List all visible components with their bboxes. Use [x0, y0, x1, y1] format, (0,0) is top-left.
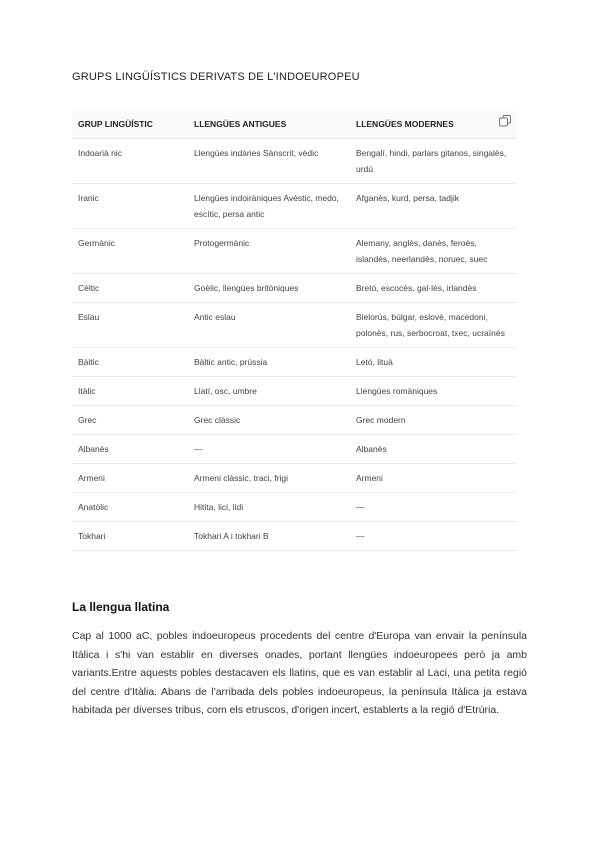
table-row — [72, 435, 516, 464]
cell-group: Itàlic — [72, 377, 188, 406]
cell-group: Indoarià nic — [72, 139, 188, 184]
table-row — [72, 184, 516, 229]
cell-modern: Albanès — [350, 435, 516, 464]
section-heading: La llengua llatina — [72, 600, 170, 614]
cell-modern: Bretó, escocès, gal·lès, irlandès — [350, 274, 516, 303]
table-row — [72, 493, 516, 522]
language-groups-table-container — [72, 110, 516, 551]
cell-ancient: Tokhari A i tokhari B — [188, 522, 350, 551]
cell-modern: Bielorús, búlgar, eslovè, macedoni, polonès, rus, serbocroat, txec, ucraïnès — [350, 303, 516, 348]
cell-ancient: Protogermànic — [188, 229, 350, 274]
cell-group: Grec — [72, 406, 188, 435]
cell-modern: Letó, lituà — [350, 348, 516, 377]
cell-modern: — — [350, 493, 516, 522]
cell-ancient: Llengües indàries Sànscrit, vèdic — [188, 139, 350, 184]
table-row — [72, 348, 516, 377]
header-group: GRUP LINGÜÍSTIC — [72, 110, 188, 139]
cell-ancient: Hitita, lici, lidi — [188, 493, 350, 522]
cell-ancient: Llatí, osc, umbre — [188, 377, 350, 406]
cell-modern: Bengalí, hindi, parlars gitanos, singalès, urdú — [350, 139, 516, 184]
cell-modern: — — [350, 522, 516, 551]
table-row — [72, 377, 516, 406]
cell-group: Iranic — [72, 184, 188, 229]
cell-group: Armeni — [72, 464, 188, 493]
cell-modern: Armeni — [350, 464, 516, 493]
cell-group: Bàltic — [72, 348, 188, 377]
cell-modern: Llengües romàniques — [350, 377, 516, 406]
cell-ancient: Llengües indoiràniques Avèstic, medo, escític, persa antic — [188, 184, 350, 229]
cell-modern: Alemany, anglès, danès, feroès, islandès, neerlandès, noruec, suec — [350, 229, 516, 274]
cell-ancient: Armeni clàssic, traci, frigi — [188, 464, 350, 493]
cell-ancient: Antic eslau — [188, 303, 350, 348]
language-groups-table — [72, 110, 516, 551]
table-row — [72, 229, 516, 274]
page-title: GRUPS LINGÜÍSTICS DERIVATS DE L'INDOEUROPEU — [72, 71, 360, 83]
cell-group: Albanès — [72, 435, 188, 464]
table-row — [72, 139, 516, 184]
table-row — [72, 406, 516, 435]
cell-group: Germànic — [72, 229, 188, 274]
cell-ancient: — — [188, 435, 350, 464]
cell-group: Tokhari — [72, 522, 188, 551]
body-paragraph: Cap al 1000 aC, pobles indoeuropeus procedents del centre d'Europa van envair la península Itàlica i s'hi van establir en diverses onades, portant llengües indoeuropees però ja amb variants.Entre aquests pobles destacaven els llatins, que es van establir al Laci, una petita regió del centre d'Itàlia. Abans de l'arribada dels pobles indoeuropeus, la península Itàlica ja estava habitada per diverses tribus, com els etruscos, d'origen incert, establerts a la regió d'Etrúria. — [72, 630, 527, 716]
cell-modern: Afganès, kurd, persa, tadjik — [350, 184, 516, 229]
cell-ancient: Grec clàssic — [188, 406, 350, 435]
table-row — [72, 274, 516, 303]
table-row — [72, 522, 516, 551]
cell-group: Eslau — [72, 303, 188, 348]
table-header-row — [72, 110, 516, 139]
header-ancient: LLENGÜES ANTIGUES — [188, 110, 350, 139]
header-modern: LLENGÜES MODERNES — [350, 110, 516, 139]
table-row — [72, 464, 516, 493]
cell-group: Anatòlic — [72, 493, 188, 522]
cell-modern: Grec modern — [350, 406, 516, 435]
copy-icon[interactable] — [498, 114, 512, 128]
cell-group: Cèltic — [72, 274, 188, 303]
cell-ancient: Goèlic, llengües britòniques — [188, 274, 350, 303]
table-row — [72, 303, 516, 348]
cell-ancient: Bàltic antic, prússia — [188, 348, 350, 377]
